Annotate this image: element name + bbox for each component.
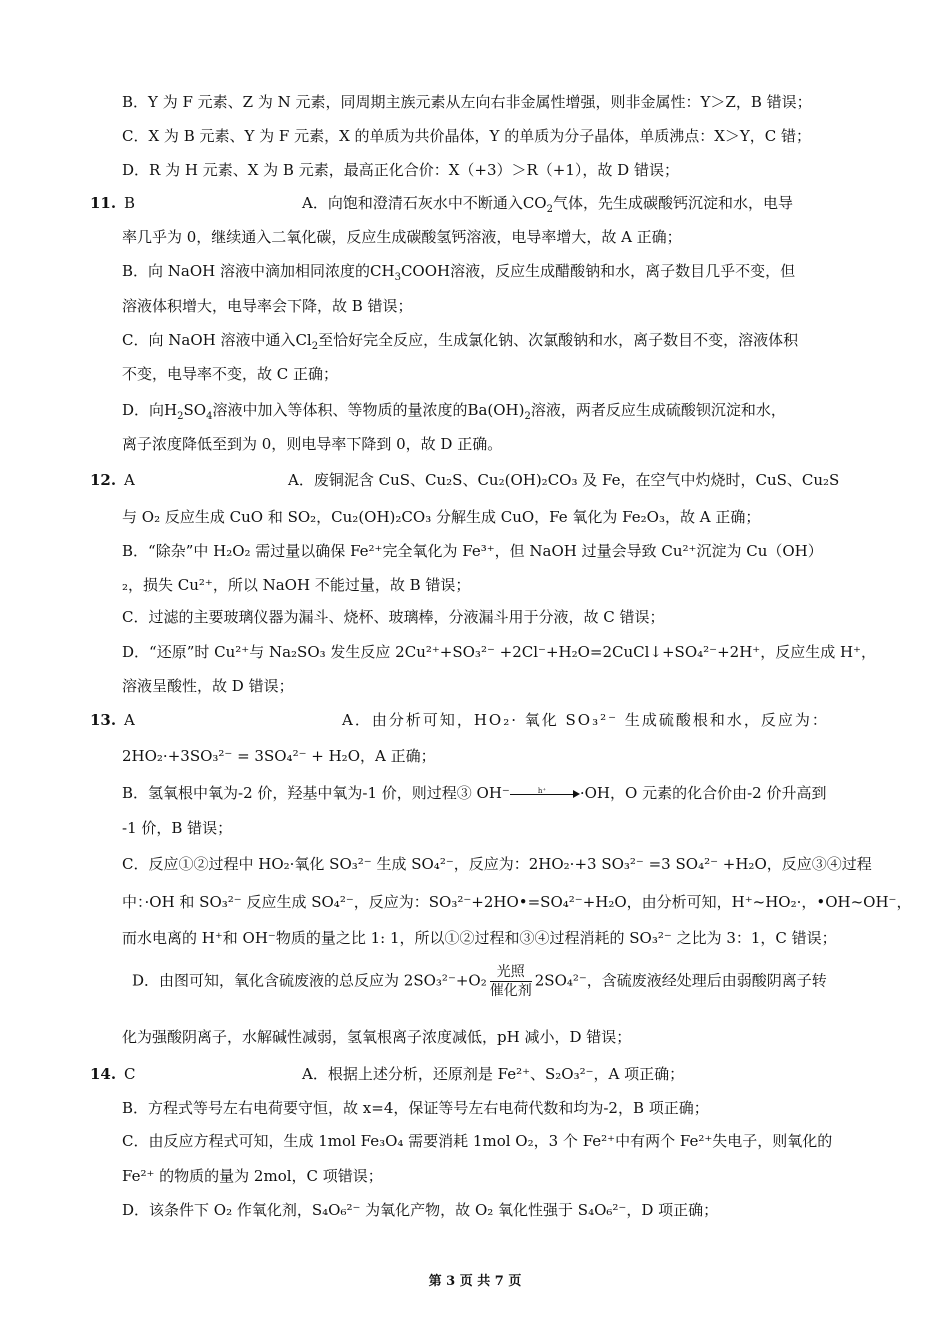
q10-option-c: C．X 为 B 元素、Y 为 F 元素，X 的单质为共价晶体，Y 的单质为分子晶体，单质沸点：X＞Y，C 错； (122, 127, 812, 145)
q13-option-a-line2: 2HO₂·+3SO₃²⁻ = 3SO₄²⁻ + H₂O，A 正确； (122, 747, 436, 765)
q13-option-b-line2: -1 价，B 错误； (122, 819, 233, 837)
q12-option-b-line1: B．“除杂”中 H₂O₂ 需过量以确保 Fe²⁺完全氧化为 Fe³⁺，但 NaOH 过量会导致 Cu²⁺沉淀为 Cu（OH） (122, 542, 823, 560)
q11-option-d-line2: 离子浓度降低至到为 0，则电导率下降到 0，故 D 正确。 (122, 435, 503, 453)
q14-number: 14. (90, 1065, 117, 1083)
q10-option-d: D．R 为 H 元素、X 为 B 元素，最高正化合价：X（+3）＞R（+1），故 D 错误； (122, 161, 679, 179)
q14-option-c-line1: C．由反应方程式可知，生成 1mol Fe₃O₄ 需要消耗 1mol O₂，3 个 Fe²⁺中有两个 Fe²⁺失电子，则氧化的 (122, 1132, 833, 1150)
q13-option-b-line1: B．氢氧根中氧为-2 价，羟基中氧为-1 价，则过程③ OH⁻ h⁺ ·OH，O 元素的化合价由-2 价升高到 (122, 784, 827, 802)
q12-option-d-line2: 溶液呈酸性，故 D 错误； (122, 677, 294, 695)
q12-number: 12. (90, 471, 117, 489)
q13-option-c-line2: 中：·OH 和 SO₃²⁻ 反应生成 SO₄²⁻，反应为：SO₃²⁻+2HO•=SO₄²⁻+H₂O，由分析可知，H⁺~HO₂·，•OH~OH⁻， (122, 893, 912, 911)
q13-answer: A (124, 711, 135, 729)
q14-option-a: A．根据上述分析，还原剂是 Fe²⁺、S₂O₃²⁻，A 项正确； (302, 1065, 685, 1083)
q11-option-c-line2: 不变，电导率不变，故 C 正确； (122, 365, 339, 383)
reaction-condition: 光照 催化剂 (489, 964, 532, 999)
q14-option-b: B．方程式等号左右电荷要守恒，故 x=4，保证等号左右电荷代数和均为-2，B 项正确； (122, 1099, 709, 1117)
q11-number: 11. (90, 194, 117, 212)
q13-option-d-line2: 化为强酸阴离子，水解碱性减弱，氢氧根离子浓度减低，pH 减小，D 错误； (122, 1028, 632, 1046)
q11-option-b-line1: B．向 NaOH 溶液中滴加相同浓度的$CH_3COOH$溶液，反应生成醋酸钠和水，离子数目几乎不变，但 (122, 262, 796, 283)
q12-option-c: C．过滤的主要玻璃仪器为漏斗、烧杯、玻璃棒，分液漏斗用于分液，故 C 错误； (122, 608, 665, 626)
q14-option-c-line2: Fe²⁺ 的物质的量为 2mol，C 项错误； (122, 1167, 383, 1185)
q13-number: 13. (90, 711, 117, 729)
q11-option-b-line2: 溶液体积增大，电导率会下降，故 B 错误； (122, 297, 413, 315)
q13-option-d-line1: D．由图可知，氧化含硫废液的总反应为 2SO₃²⁻+O₂ 光照 催化剂 2SO₄²⁻，含硫废液经处理后由弱酸阴离子转 (132, 964, 827, 999)
q11-option-d-line1: D．向$H_2SO_4$溶液中加入等体积、等物质的量浓度的$Ba(OH)_2$溶液，两者反应生成硫酸钡沉淀和水， (122, 401, 786, 422)
q12-option-d-line1: D．“还原”时 Cu²⁺与 Na₂SO₃ 发生反应 2Cu²⁺+SO₃²⁻ +2Cl⁻+H₂O=2CuCl↓+SO₄²⁻+2H⁺，反应生成 H⁺， (122, 643, 876, 661)
q10-option-b: B．Y 为 F 元素、Z 为 N 元素，同周期主族元素从左向右非金属性增强，则非金属性：Y＞Z，B 错误； (122, 93, 812, 111)
q12-answer: A (124, 471, 135, 489)
q14-answer: C (124, 1065, 136, 1083)
q11-answer: B (124, 194, 136, 212)
q13-option-a-line1: A．由分析可知，HO₂· 氧化 SO₃²⁻ 生成硫酸根和水，反应为： (342, 711, 829, 729)
q12-option-a-line1: A．废铜泥含 CuS、Cu₂S、Cu₂(OH)₂CO₃ 及 Fe，在空气中灼烧时，CuS、Cu₂S (288, 471, 840, 489)
q14-option-d: D．该条件下 O₂ 作氧化剂，S₄O₆²⁻ 为氧化产物，故 O₂ 氧化性强于 S₄O₆²⁻，D 项正确； (122, 1201, 719, 1219)
q11-option-a-line1: A．向饱和澄清石灰水中不断通入$CO_2$气体，先生成碳酸钙沉淀和水，电导 (302, 194, 793, 215)
q11-option-a-line2: 率几乎为 0，继续通入二氧化碳，反应生成碳酸氢钙溶液，电导率增大，故 A 正确； (122, 228, 682, 246)
q12-option-a-line2: 与 O₂ 反应生成 CuO 和 SO₂，Cu₂(OH)₂CO₃ 分解生成 CuO，Fe 氧化为 Fe₂O₃，故 A 正确； (122, 508, 761, 526)
q11-option-c-line1: C．向 NaOH 溶液中通入$Cl_2$至恰好完全反应，生成氯化钠、次氯酸钠和水，离子数目不变，溶液体积 (122, 331, 799, 352)
q13-option-c-line3: 而水电离的 H⁺和 OH⁻物质的量之比 1: 1，所以①②过程和③④过程消耗的 SO₃²⁻ 之比为 3：1，C 错误； (122, 929, 837, 947)
page-footer: 第 3 页 共 7 页 (428, 1274, 522, 1289)
q13-option-c-line1: C．反应①②过程中 HO₂·氧化 SO₃²⁻ 生成 SO₄²⁻，反应为：2HO₂·+3 SO₃²⁻ =3 SO₄²⁻ +H₂O，反应③④过程 (122, 855, 872, 873)
q12-option-b-line2: ₂，损失 Cu²⁺，所以 NaOH 不能过量，故 B 错误； (122, 576, 471, 594)
reaction-arrow-icon: h⁺ (510, 787, 580, 801)
